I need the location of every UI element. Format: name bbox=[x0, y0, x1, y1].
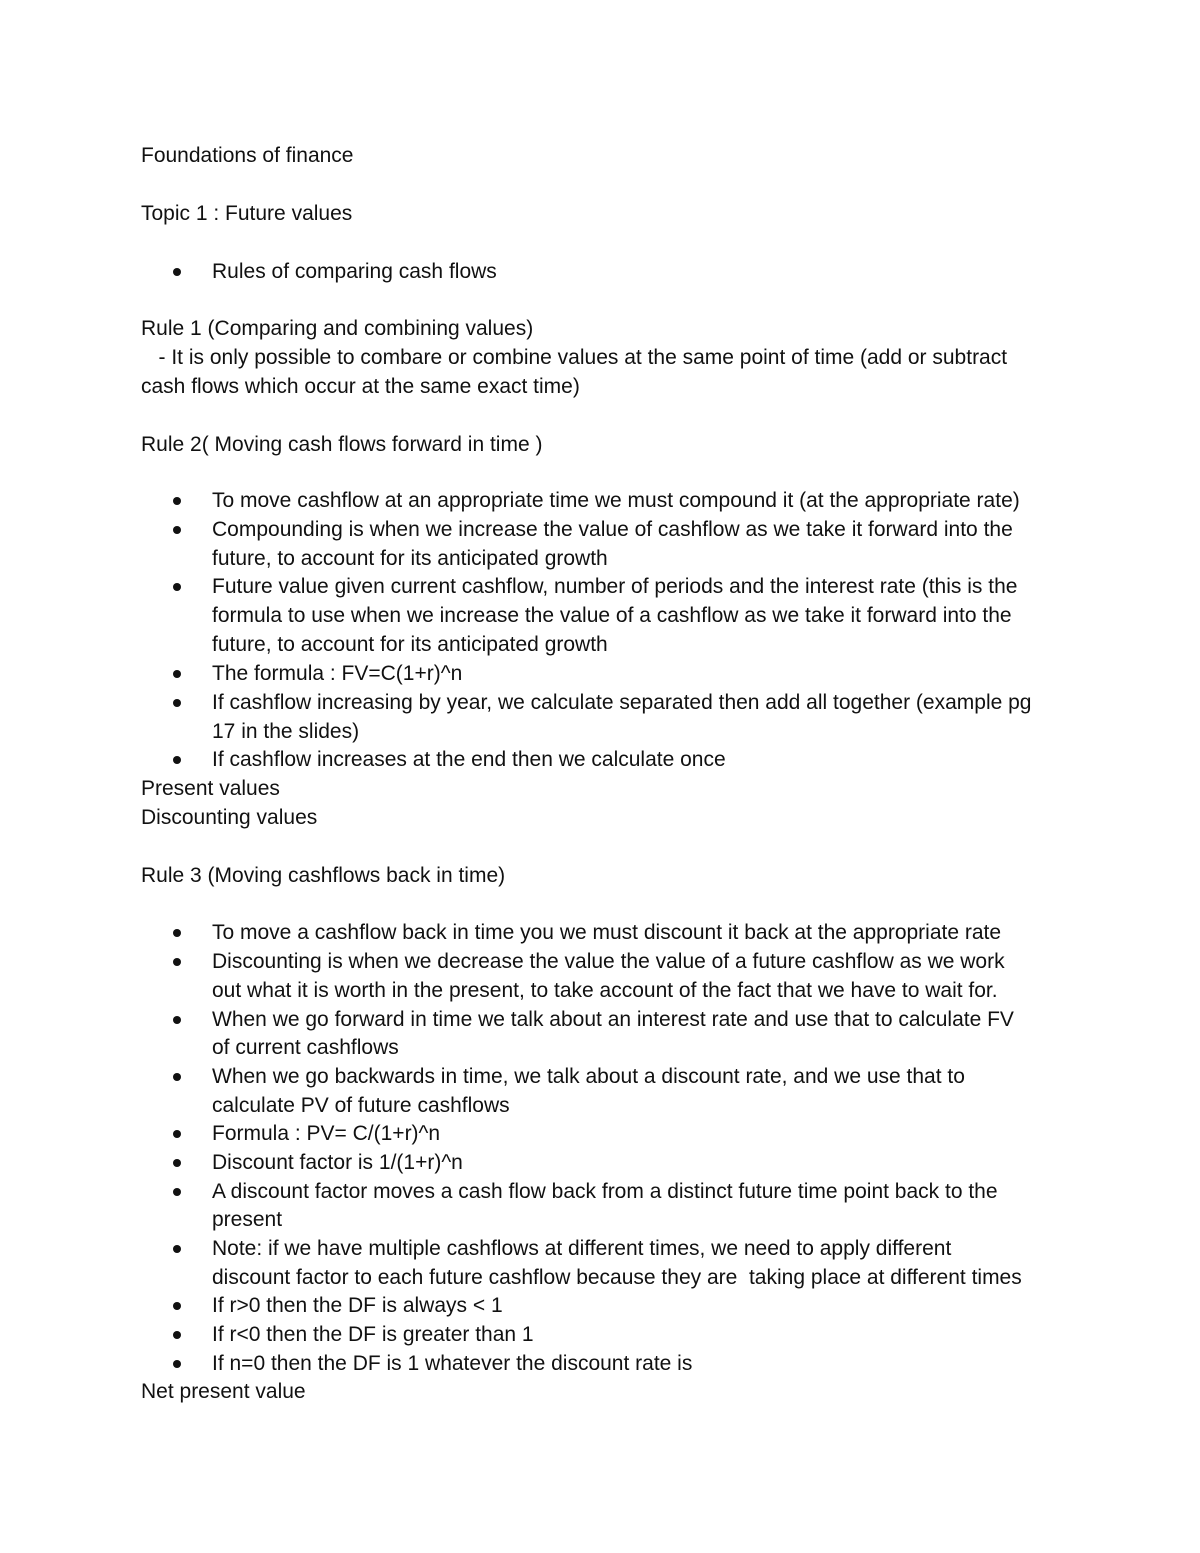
rule3-bullet-item-continued: out what it is worth in the present, to take account of the fact that we have to wait for. bbox=[212, 979, 998, 1002]
bullet-icon bbox=[173, 497, 181, 505]
rule3-bullet-item: Discount factor is 1/(1+r)^n bbox=[212, 1151, 463, 1174]
bullet-icon bbox=[173, 526, 181, 534]
topic-bullet-item: Rules of comparing cash flows bbox=[212, 260, 497, 283]
bullet-icon bbox=[173, 670, 181, 678]
bullet-icon bbox=[173, 699, 181, 707]
net-present-value-heading: Net present value bbox=[141, 1380, 306, 1403]
rule1-text-continued: cash flows which occur at the same exact time) bbox=[141, 375, 580, 398]
rule2-bullet-item: Future value given current cashflow, number of periods and the interest rate (this is the bbox=[212, 575, 1018, 598]
rule3-bullet-item: Discounting is when we decrease the value the value of a future cashflow as we work bbox=[212, 950, 1005, 973]
rule3-bullet-item: Formula : PV= C/(1+r)^n bbox=[212, 1122, 441, 1145]
rule3-bullet-item: Note: if we have multiple cashflows at different times, we need to apply different bbox=[212, 1237, 952, 1260]
bullet-icon bbox=[173, 756, 181, 764]
rule1-heading: Rule 1 (Comparing and combining values) bbox=[141, 317, 534, 340]
rule2-bullet-item: If cashflow increases at the end then we calculate once bbox=[212, 748, 726, 771]
rule1-text: - It is only possible to combare or combine values at the same point of time (add or subtract bbox=[141, 346, 1008, 369]
discounting-values-heading: Discounting values bbox=[141, 806, 318, 829]
bullet-icon bbox=[173, 583, 181, 591]
bullet-icon bbox=[173, 958, 181, 966]
rule3-bullet-item-continued: discount factor to each future cashflow because they are taking place at different times bbox=[212, 1266, 1022, 1289]
document-title: Foundations of finance bbox=[141, 144, 354, 167]
rule3-bullet-item: If r>0 then the DF is always < 1 bbox=[212, 1294, 503, 1317]
rule3-bullet-item-continued: present bbox=[212, 1208, 283, 1231]
rule3-bullet-item: When we go backwards in time, we talk about a discount rate, and we use that to bbox=[212, 1065, 965, 1088]
rule2-bullet-item-continued: future, to account for its anticipated growth bbox=[212, 547, 608, 570]
topic-heading: Topic 1 : Future values bbox=[141, 202, 353, 225]
rule2-bullet-item: The formula : FV=C(1+r)^n bbox=[212, 662, 463, 685]
bullet-icon bbox=[173, 1016, 181, 1024]
bullet-icon bbox=[173, 929, 181, 937]
rule2-bullet-item-continued: future, to account for its anticipated growth bbox=[212, 633, 608, 656]
rule3-bullet-item-continued: of current cashflows bbox=[212, 1036, 399, 1059]
bullet-icon bbox=[173, 1130, 181, 1138]
bullet-icon bbox=[173, 1188, 181, 1196]
bullet-icon bbox=[173, 1159, 181, 1167]
rule3-bullet-item: To move a cashflow back in time you we must discount it back at the appropriate rate bbox=[212, 921, 1002, 944]
bullet-icon bbox=[173, 1302, 181, 1310]
rule2-heading: Rule 2( Moving cash flows forward in time ) bbox=[141, 433, 543, 456]
bullet-icon bbox=[173, 1073, 181, 1081]
rule2-bullet-item-continued: formula to use when we increase the value of a cashflow as we take it forward into the bbox=[212, 604, 1012, 627]
bullet-icon bbox=[173, 1331, 181, 1339]
rule3-bullet-item-continued: calculate PV of future cashflows bbox=[212, 1094, 510, 1117]
present-values-heading: Present values bbox=[141, 777, 280, 800]
rule2-bullet-item: To move cashflow at an appropriate time we must compound it (at the appropriate rate) bbox=[212, 489, 1020, 512]
bullet-icon bbox=[173, 268, 181, 276]
bullet-icon bbox=[173, 1245, 181, 1253]
rule2-bullet-item: If cashflow increasing by year, we calculate separated then add all together (example pg bbox=[212, 691, 1032, 714]
rule3-bullet-item: If r<0 then the DF is greater than 1 bbox=[212, 1323, 534, 1346]
rule3-bullet-item: A discount factor moves a cash flow back from a distinct future time point back to the bbox=[212, 1180, 998, 1203]
rule3-heading: Rule 3 (Moving cashflows back in time) bbox=[141, 864, 506, 887]
rule2-bullet-item: Compounding is when we increase the value of cashflow as we take it forward into the bbox=[212, 518, 1013, 541]
rule3-bullet-item: If n=0 then the DF is 1 whatever the discount rate is bbox=[212, 1352, 693, 1375]
rule3-bullet-item: When we go forward in time we talk about an interest rate and use that to calculate FV bbox=[212, 1008, 1014, 1031]
rule2-bullet-item-continued: 17 in the slides) bbox=[212, 720, 360, 743]
bullet-icon bbox=[173, 1360, 181, 1368]
